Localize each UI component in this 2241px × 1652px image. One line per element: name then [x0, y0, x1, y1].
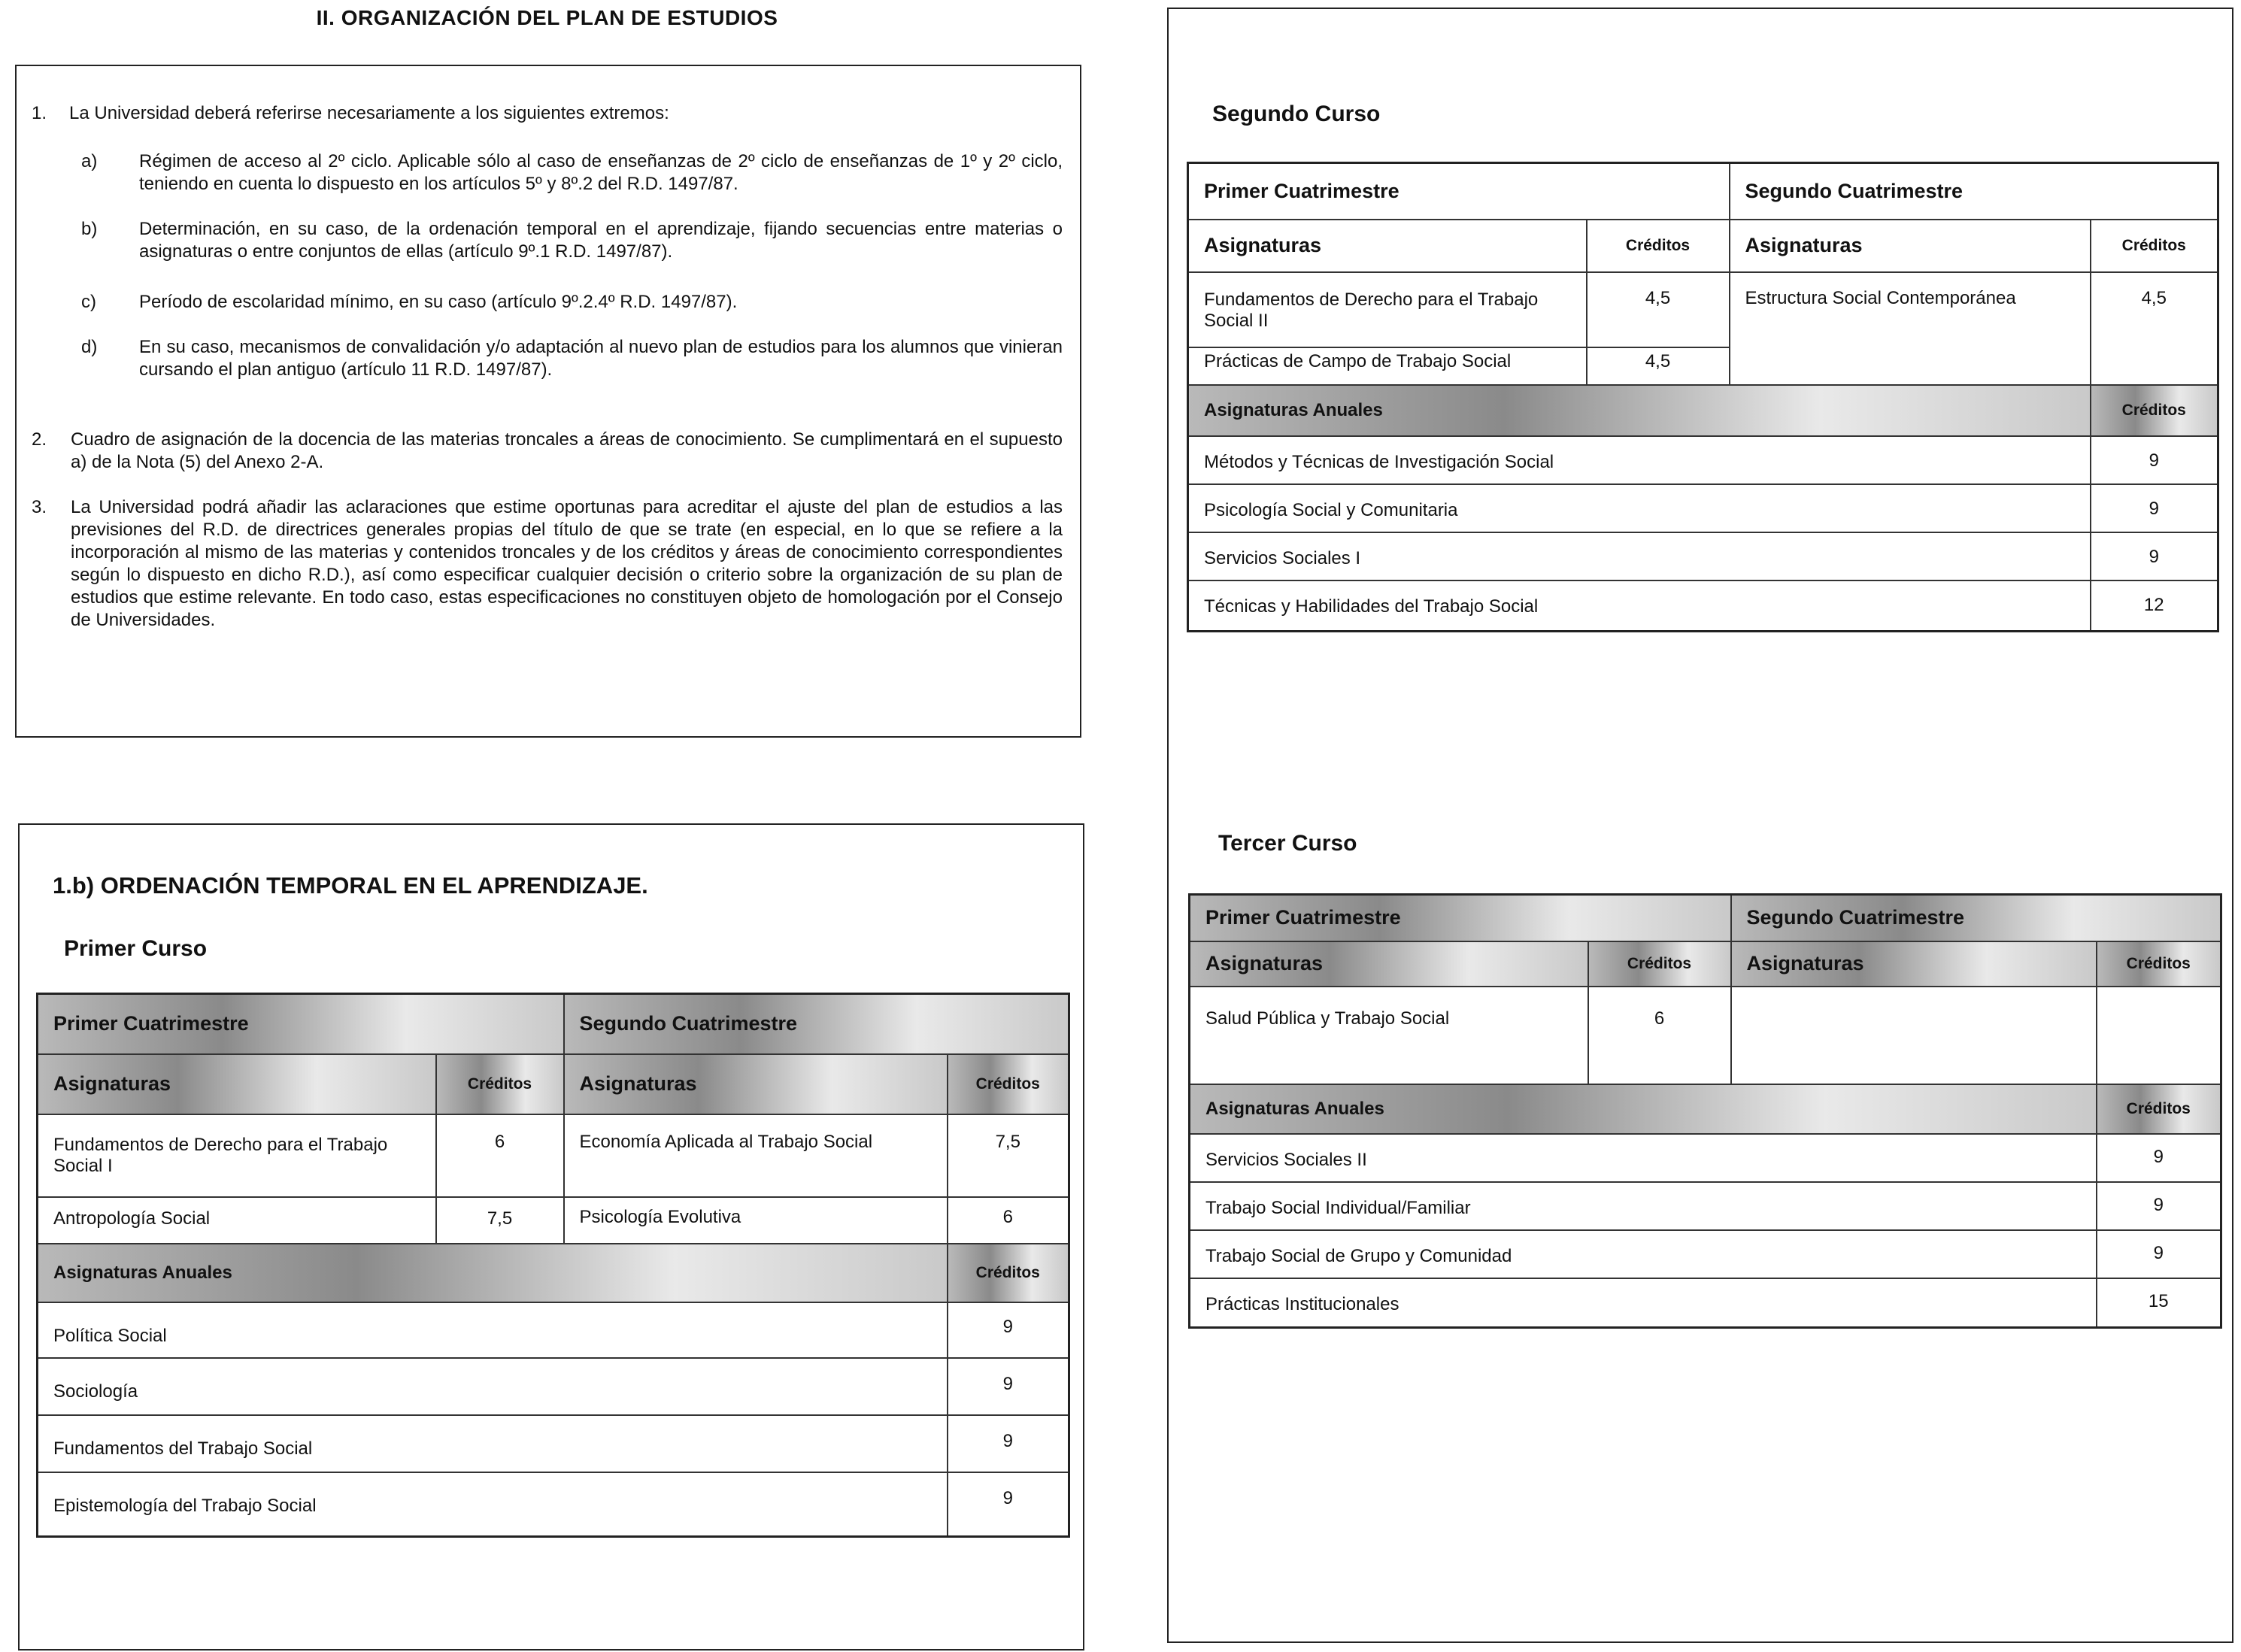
segundo-curso-table — [1187, 162, 2219, 632]
header-primer-cuatrimestre: Primer Cuatrimestre — [1190, 895, 1731, 941]
credits-cell: 9 — [948, 1358, 1069, 1415]
credits-cell: 6 — [436, 1114, 564, 1197]
annual-subject-cell: Política Social — [38, 1302, 948, 1358]
credits-cell: 9 — [2097, 1134, 2221, 1182]
subject-cell: Economía Aplicada al Trabajo Social — [564, 1114, 948, 1197]
header-asignaturas: Asignaturas — [1188, 220, 1587, 272]
course-heading-segundo: Segundo Curso — [1212, 102, 1381, 126]
header-creditos: Créditos — [948, 1244, 1069, 1302]
header-creditos: Créditos — [1587, 220, 1730, 272]
credits-cell: 9 — [948, 1415, 1069, 1472]
annual-subject-cell: Fundamentos del Trabajo Social — [38, 1415, 948, 1472]
header-asignaturas: Asignaturas — [1731, 941, 2097, 987]
subject-cell: Fundamentos de Derecho para el Trabajo Social I — [38, 1114, 436, 1197]
credits-cell — [2091, 347, 2218, 385]
subject-cell — [1730, 347, 2091, 385]
item-text: En su caso, mecanismos de convalidación y/o adaptación al nuevo plan de estudios para los alumnos que vinieran cursando el plan antiguo (artículo 11 R.D. 1497/87). — [139, 337, 1063, 380]
header-primer-cuatrimestre: Primer Cuatrimestre — [38, 994, 564, 1054]
credits-cell: 9 — [2091, 436, 2218, 484]
credits-cell: 9 — [2097, 1230, 2221, 1278]
credits-cell: 9 — [948, 1302, 1069, 1358]
header-segundo-cuatrimestre: Segundo Cuatrimestre — [564, 994, 1069, 1054]
credits-cell — [2097, 987, 2221, 1084]
header-creditos: Créditos — [2091, 385, 2218, 436]
header-creditos: Créditos — [2091, 220, 2218, 272]
table-row — [1190, 1182, 2221, 1230]
table-row — [1188, 436, 2218, 484]
annual-subject-cell: Servicios Sociales I — [1188, 532, 2091, 580]
credits-cell: 9 — [2097, 1182, 2221, 1230]
subject-cell: Prácticas de Campo de Trabajo Social — [1188, 347, 1587, 385]
credits-cell: 7,5 — [948, 1114, 1069, 1197]
table-row — [1190, 1278, 2221, 1328]
header-asignaturas-anuales: Asignaturas Anuales — [1190, 1084, 2097, 1134]
table-row — [38, 1114, 1069, 1197]
annual-subject-cell: Sociología — [38, 1358, 948, 1415]
header-creditos: Créditos — [1588, 941, 1731, 987]
item-text: Cuadro de asignación de la docencia de las materias troncales a áreas de conocimiento. Se cumplimentará en el supuesto a) de la Nota (5) del Anexo 2-A. — [71, 429, 1063, 472]
item-text: Período de escolaridad mínimo, en su caso (artículo 9º.2.4º R.D. 1497/87). — [139, 292, 738, 312]
annual-subject-cell: Servicios Sociales II — [1190, 1134, 2097, 1182]
credits-cell: 15 — [2097, 1278, 2221, 1328]
header-asignaturas: Asignaturas — [38, 1054, 436, 1114]
page-title: II. ORGANIZACIÓN DEL PLAN DE ESTUDIOS — [316, 6, 778, 29]
item-number: 1. — [32, 103, 47, 123]
table-row — [38, 1302, 1069, 1358]
credits-cell: 9 — [2091, 484, 2218, 532]
subject-cell: Estructura Social Contemporánea — [1730, 272, 2091, 347]
subject-cell: Salud Pública y Trabajo Social — [1190, 987, 1588, 1084]
header-segundo-cuatrimestre: Segundo Cuatrimestre — [1731, 895, 2221, 941]
credits-cell: 9 — [2091, 532, 2218, 580]
annual-subject-cell: Trabajo Social Individual/Familiar — [1190, 1182, 2097, 1230]
table-row — [1190, 987, 2221, 1084]
table-row — [38, 1472, 1069, 1537]
item-number: 2. — [32, 429, 47, 450]
tercer-curso-table — [1188, 893, 2222, 1329]
header-creditos: Créditos — [948, 1054, 1069, 1114]
subject-cell: Fundamentos de Derecho para el Trabajo Social II — [1188, 272, 1587, 347]
table-row — [1188, 347, 2218, 385]
credits-cell: 6 — [1588, 987, 1731, 1084]
credits-cell: 6 — [948, 1197, 1069, 1244]
annual-subject-cell: Trabajo Social de Grupo y Comunidad — [1190, 1230, 2097, 1278]
course-heading-tercer: Tercer Curso — [1218, 831, 1357, 856]
header-asignaturas-anuales: Asignaturas Anuales — [1188, 385, 2091, 436]
subject-cell: Antropología Social — [38, 1197, 436, 1244]
item-number: 3. — [32, 497, 47, 517]
credits-cell: 9 — [948, 1472, 1069, 1537]
primer-curso-table — [36, 993, 1070, 1538]
header-asignaturas: Asignaturas — [1730, 220, 2091, 272]
item-text: Determinación, en su caso, de la ordenación temporal en el aprendizaje, fijando secuencias entre materias o asignaturas o entre conjuntos de ellas (artículo 9º.1 R.D. 1497/87). — [139, 219, 1063, 262]
table-row — [1188, 580, 2218, 632]
header-asignaturas-anuales: Asignaturas Anuales — [38, 1244, 948, 1302]
annual-subject-cell: Métodos y Técnicas de Investigación Social — [1188, 436, 2091, 484]
header-creditos: Créditos — [436, 1054, 564, 1114]
credits-cell: 4,5 — [2091, 272, 2218, 347]
subject-cell: Psicología Evolutiva — [564, 1197, 948, 1244]
item-letter: a) — [81, 151, 98, 171]
table-row — [38, 1197, 1069, 1244]
table-row — [1188, 272, 2218, 347]
item-text: Régimen de acceso al 2º ciclo. Aplicable sólo al caso de enseñanzas de 2º ciclo de enseñanzas de 1º y 2º ciclo, teniendo en cuenta lo dispuesto en los artículos 5º y 8º.2 del R.D. 1497/87. — [139, 151, 1063, 194]
header-creditos: Créditos — [2097, 941, 2221, 987]
item-text: La Universidad podrá añadir las aclaraciones que estime oportunas para acreditar el ajuste del plan de estudios a las previsiones del R.D. de directrices generales propias del título de que se trate (en especial, en lo que se refiere a la incorporación al mismo de las materias y contenidos troncales y de los créditos y áreas de conocimiento correspondientes según lo dispuesto en dicho R.D.), así como especificar cualquier decisión o criterio sobre la organización de su plan de estudios que estime relevante. En todo caso, estas especificaciones no constituyen objeto de homologación por el Consejo de Universidades. — [71, 497, 1063, 630]
credits-cell: 4,5 — [1587, 347, 1730, 385]
item-letter: b) — [81, 219, 98, 239]
table-row — [1190, 1134, 2221, 1182]
credits-cell: 12 — [2091, 580, 2218, 632]
header-primer-cuatrimestre: Primer Cuatrimestre — [1188, 163, 1730, 220]
subject-cell — [1731, 987, 2097, 1084]
annual-subject-cell: Técnicas y Habilidades del Trabajo Social — [1188, 580, 2091, 632]
annual-subject-cell: Epistemología del Trabajo Social — [38, 1472, 948, 1537]
table-row — [1188, 484, 2218, 532]
table-row — [1190, 1230, 2221, 1278]
course-heading-primer: Primer Curso — [64, 936, 208, 961]
credits-cell: 7,5 — [436, 1197, 564, 1244]
item-text: La Universidad deberá referirse necesariamente a los siguientes extremos: — [69, 103, 669, 123]
header-asignaturas: Asignaturas — [564, 1054, 948, 1114]
section-heading: 1.b) ORDENACIÓN TEMPORAL EN EL APRENDIZAJE. — [53, 872, 648, 899]
header-segundo-cuatrimestre: Segundo Cuatrimestre — [1730, 163, 2218, 220]
table-row — [38, 1415, 1069, 1472]
header-creditos: Créditos — [2097, 1084, 2221, 1134]
item-letter: c) — [81, 292, 96, 312]
header-asignaturas: Asignaturas — [1190, 941, 1588, 987]
credits-cell: 4,5 — [1587, 272, 1730, 347]
table-row — [38, 1358, 1069, 1415]
item-letter: d) — [81, 337, 98, 357]
annual-subject-cell: Prácticas Institucionales — [1190, 1278, 2097, 1328]
annual-subject-cell: Psicología Social y Comunitaria — [1188, 484, 2091, 532]
table-row — [1188, 532, 2218, 580]
